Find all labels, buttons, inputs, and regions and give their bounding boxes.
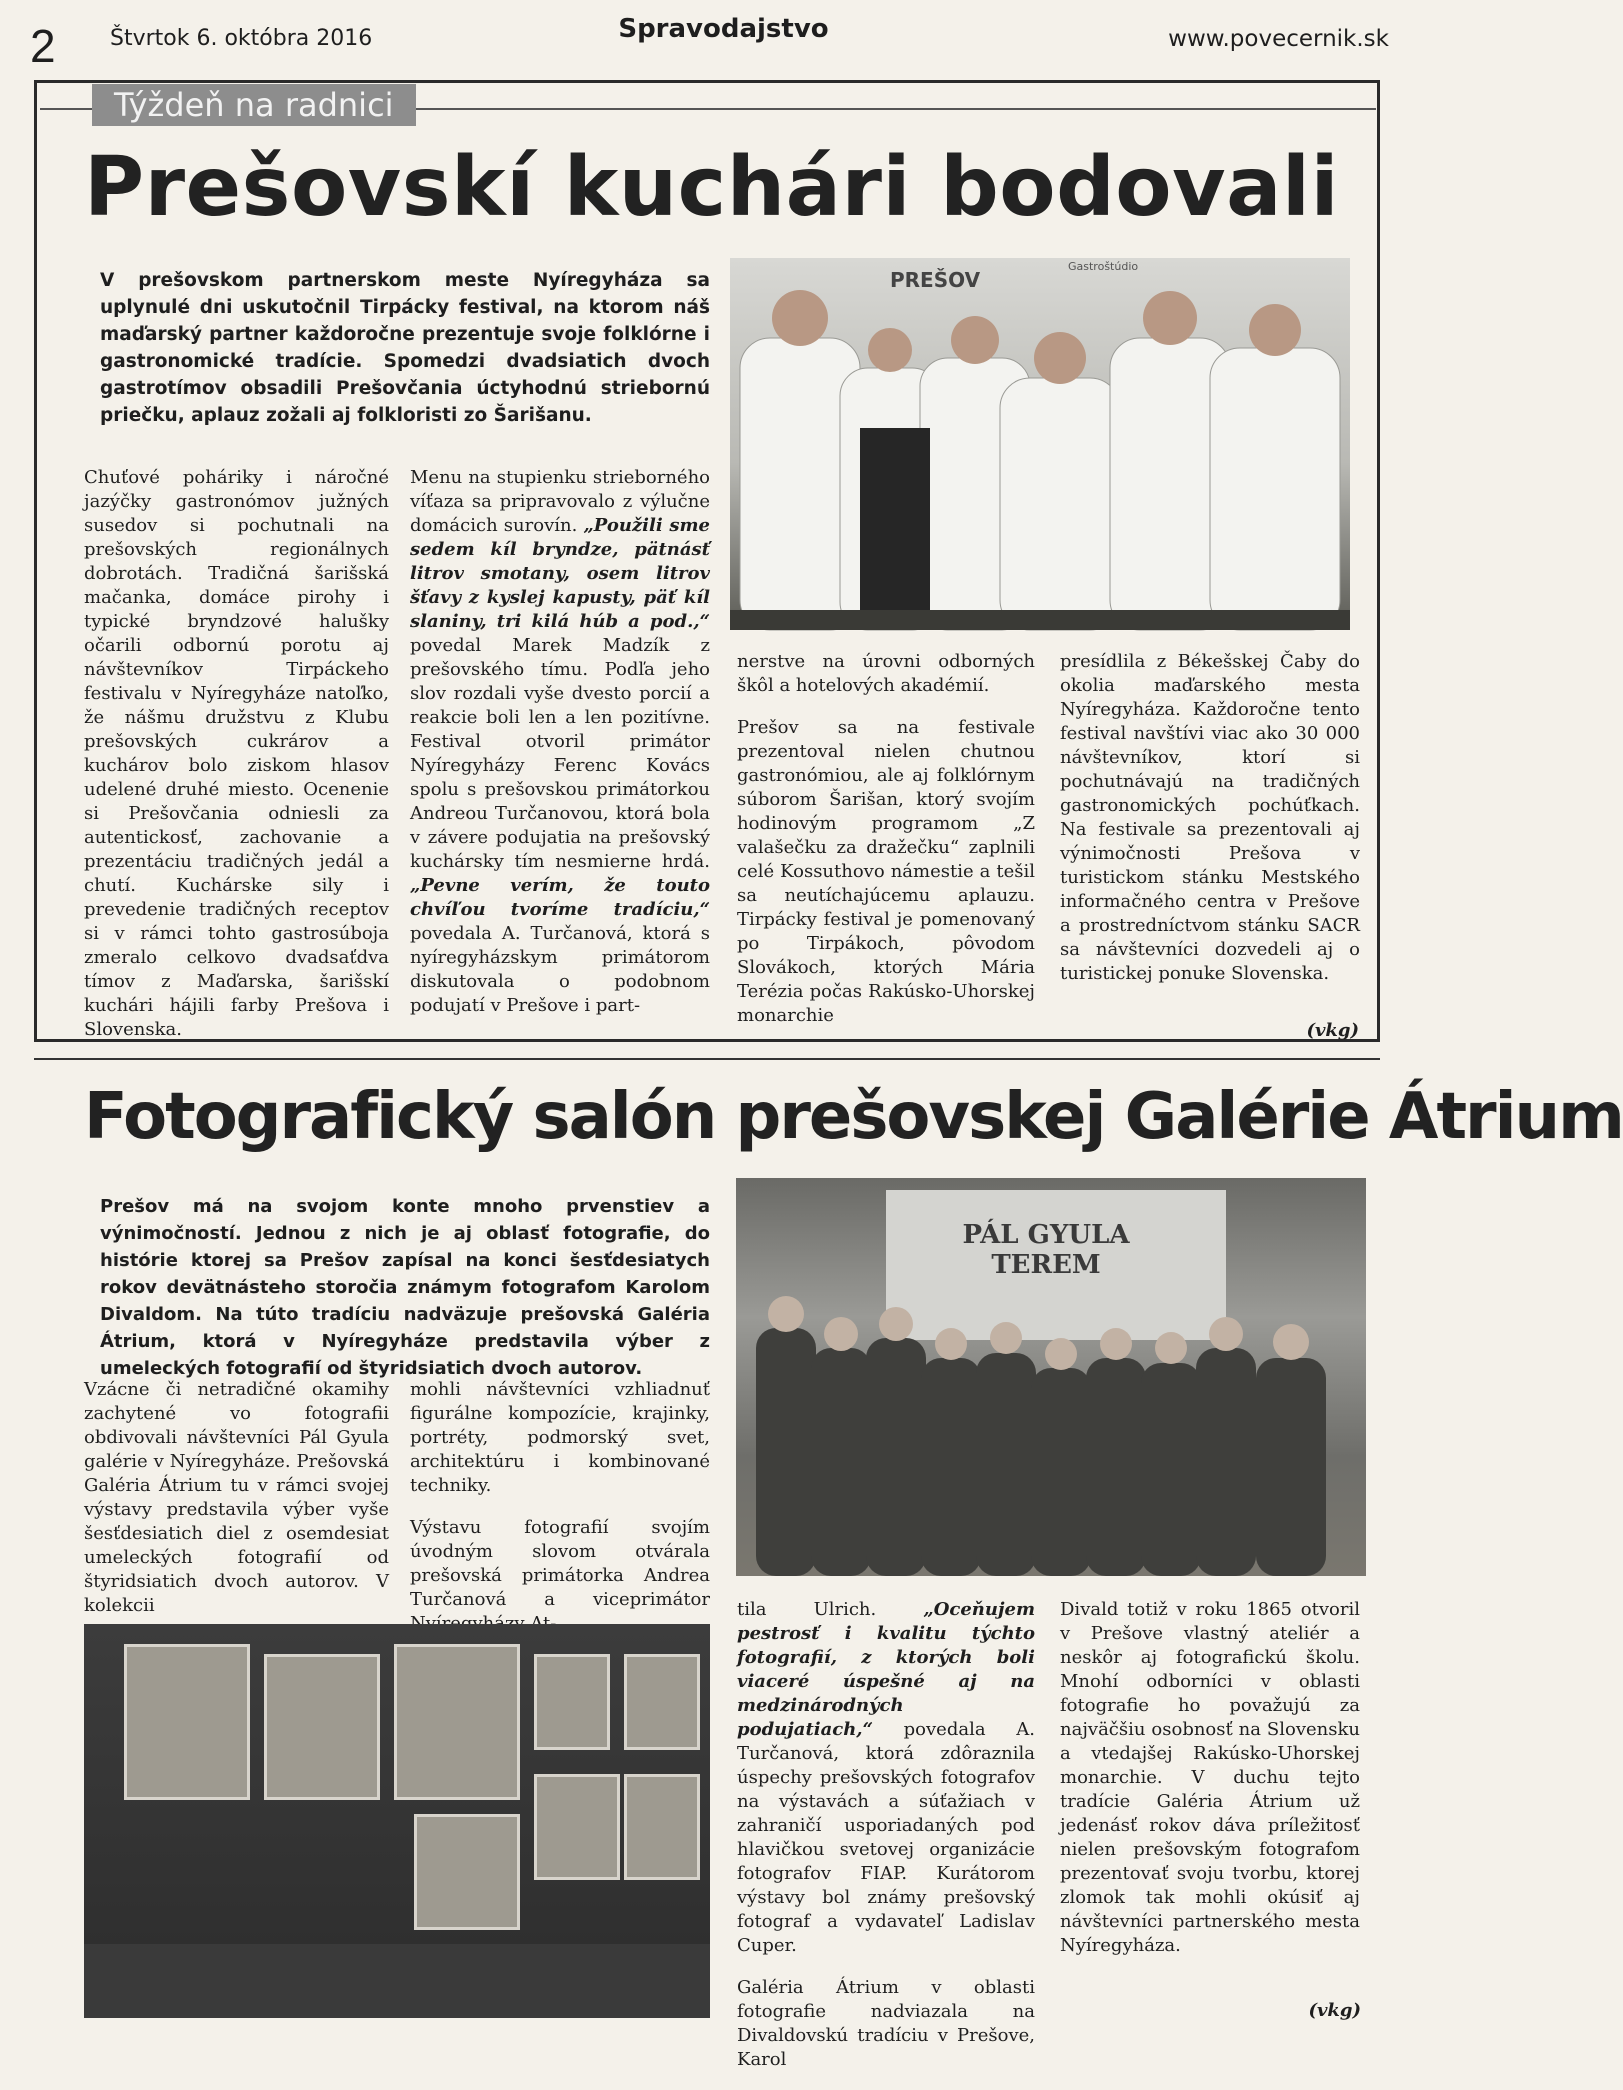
photo-sign-small-text: Gastroštúdio: [1068, 260, 1139, 273]
gallery-photo-frame: [624, 1774, 700, 1880]
article2-headline: Fotografický salón prešovskej Galérie Átrium: [84, 1080, 1623, 1154]
article1-lead: V prešovskom partnerskom meste Nyíregyháza sa uplynulé dni uskutočnil Tirpácky festival, na ktorom náš maďarský partner každoročne prezentuje svoje folklórne i gastronomické tradície. Spomedzi dvadsiatich dvoch gastrotímov obsadili Prešovčania úctyhodnú striebornú priečku, aplauz zožali aj folkloristi zo Šarišanu.: [100, 270, 710, 426]
gallery-photo-frame: [534, 1654, 610, 1750]
article2-column-3: [737, 1598, 1035, 2090]
article1-photo-chefs: [730, 258, 1350, 630]
article1-column-1: [84, 466, 389, 1060]
article2-col3-text-a: tila Ulrich.: [737, 1599, 877, 1620]
page-number: 2: [30, 20, 56, 72]
article1-col1-text: Chuťové poháriky i náročné jazýčky gastronómov južných susedov si pochutnali na prešovských regionálnych dobrotách. Tradičná šarišská mačanka, domáce pirohy i typické bryndzové halušky očarili odbornú porotu aj návštevníkov Tirpáckeho festivalu v Nyíregyháze natoľko, že nášmu družstvu z Klubu prešovských cukrárov a kuchárov bolo ziskom hlasov udelené druhé miesto. Ocenenie si Prešovčania odniesli za autentickosť, zachovanie a prezentáciu tradičných jedál a chutí. Kuchárske sily i prevedenie tradičných receptov si v rámci tohto gastrosúboja zmeralo celkovo dvadsaťdva tímov z Maďarska, šarišskí kuchári hájili farby Prešova i Slovenska.: [84, 467, 389, 1040]
article2-col4-text: Divald totiž v roku 1865 otvoril v Prešove vlastný ateliér a neskôr aj fotografickú školu. Mnohí odborníci v oblasti fotografie ho považujú za najväčšiu osobnosť na Slovensku a vtedajšej Rakúsko-Uhorskej monarchie. V duchu tejto tradície Galéria Átrium už jedenásť rokov dáva príležitosť nielen prešovským fotografom prezentovať svoju tvorbu, ktorej zlomok tak mohli okúsiť aj návštevníci partnerského mesta Nyíregyháza.: [1060, 1599, 1360, 1956]
article2-col2-p1: mohli návštevníci vzhliadnuť figurálne kompozície, krajinky, portréty, podmorský svet, architektúru i kombinované techniky.: [410, 1379, 710, 1496]
article1-quote-1: „Použili sme sedem kíl bryndze, pätnásť litrov smotany, osem litrov šťavy z kyslej kapusty, päť kíl slaniny, tri kilá húb a pod.,“: [410, 515, 710, 632]
rubric-label: Týždeň na radnici: [92, 84, 416, 126]
article1-signature: (vkg): [1306, 1020, 1359, 1041]
gallery-photo-frame: [124, 1644, 250, 1800]
article1-col2-text-b: povedal Marek Madzík z prešovského tímu. Podľa jeho slov rozdali vyše dvesto porcií a reakcie boli len a len pozitívne. Festival otvoril primátor Nyíregyházy Ferenc Kovács spolu s prešovskou primátorkou Andreou Turčanovou, ktorá bola v závere podujatia na prešovský kuchársky tím nesmierne hrdá.: [410, 635, 710, 872]
website-url: www.povecernik.sk: [1168, 26, 1389, 52]
issue-date: Štvrtok 6. októbra 2016: [110, 26, 373, 51]
article1-headline: Prešovskí kuchári bodovali: [84, 140, 1340, 235]
article1-column-3: [737, 650, 1035, 1046]
gallery-photo-frame: [534, 1774, 620, 1880]
article1-col2-paragraph: [410, 466, 710, 1018]
article2-column-2: [410, 1378, 710, 1654]
article2-signature: (vkg): [1308, 2000, 1361, 2021]
article1-column-4: [1060, 650, 1360, 1004]
article1-quote-2: „Pevne verím, že touto chvíľou tvoríme tradíciu,“: [410, 875, 710, 920]
article1-col4-text: presídlila z Békešskej Čaby do okolia maďarského mesta Nyíregyháza. Každoročne tento festival navštívi viac ako 30 000 návštevníkov, ktorí si pochutnávajú na tradičných gastronomických pochúťkach. Na festivale sa prezentovali aj výnimočnosti Prešova v turistickom stánku Mestského informačného centra v Prešove a prostredníctvom stánku SACR sa návštevníci dozvedeli aj o turistickej ponuke Slovenska.: [1060, 651, 1360, 984]
article2-quote: „Oceňujem pestrosť i kvalitu týchto fotografií, z ktorých boli viaceré úspešné aj na medzinárodných podujatiach,“: [737, 1599, 1035, 1740]
gallery-photo-frame: [414, 1814, 520, 1930]
visitors-group-figures: [736, 1178, 1366, 1576]
article2-col3-paragraph: [737, 1598, 1035, 1958]
article2-col2-p2: Výstavu fotografií svojím úvodným slovom otvárala prešovská primátorka Andrea Turčanová a viceprimátor: [410, 1517, 710, 1610]
section-name: Spravodajstvo: [618, 14, 829, 44]
article2-photo-exhibition: [84, 1624, 710, 2018]
gallery-floor: [84, 1944, 710, 2018]
article2-photo-group: [736, 1178, 1366, 1576]
article2-col3-p2: Galéria Átrium v oblasti fotografie nadviazala na Divaldovskú tradíciu v Prešove, Karol: [737, 1977, 1035, 2070]
article2-col3-text-b: povedala A. Turčanová, ktorá zdôraznila úspechy prešovských fotografov na výstavách a súťažiach v zahraničí usporiadaných pod hlavičkou svetovej organizácie fotografov FIAP. Kurátorom výstavy bol známy prešovský fotograf a vydavateľ Ladislav Cuper.: [737, 1719, 1035, 1956]
gallery-photo-frame: [624, 1654, 700, 1750]
article2-lead: Prešov má na svojom konte mnoho prvenstiev a výnimočností. Jednou z nich je aj oblasť fotografie, do histórie ktorej sa Prešov zapísal na konci šesťdesiatych rokov devätnásteho storočia známym fotografom Karolom Divaldom. Na túto tradíciu nadväzuje prešovská Galéria Átrium, ktorá v Nyíregyháze predstavila výber z umeleckých fotografií od štyridsiatich dvoch autorov.: [100, 1196, 710, 1379]
article2-column-1: [84, 1378, 389, 1636]
photo-sign-text: PREŠOV: [890, 268, 981, 292]
article1-col2-text-a: Menu na stupienku strieborného víťaza sa pripravovalo z výlučne domácich surovín.: [410, 467, 710, 536]
gallery-sign-line-2: TEREM: [991, 1250, 1101, 1280]
article1-column-2: [410, 466, 710, 1036]
article1-col2-text-c: povedala A. Turčanová, ktorá s nyíregyházskym primátorom diskutovala o podobnom podujatí v Prešove i part-: [410, 923, 710, 1016]
gallery-photo-frame: [394, 1644, 520, 1800]
article1-col3-p2: Prešov sa na festivale prezentoval nielen chutnou gastronómiou, ale aj folklórnym súborom Šarišan, ktorý svojím hodinovým programom „Z valašečku za dražečku“ zaplnili celé Kossuthovo námestie a tešil sa neutíchajúcemu aplauzu. Tirpácky festival je pomenovaný po Tirpákoch, pôvodom Slovákoch, ktorých Mária Terézia počas Rakúsko-Uhorskej monarchie: [737, 717, 1035, 1026]
article-divider: [34, 1058, 1380, 1060]
article2-col1-text: Vzácne či netradičné okamihy zachytené vo fotografii obdivovali návštevníci Pál Gyula galérie v Nyíregyháze. Prešovská Galéria Átrium tu v rámci svojej výstavy predstavila výber vyše šesťdesiatich diel z osemdesiat umeleckých fotografií od štyridsiatich dvoch autorov. V kolekcii: [84, 1379, 389, 1616]
article1-col3-p1: nerstve na úrovni odborných škôl a hotelových akadémií.: [737, 651, 1035, 696]
gallery-sign-line-1: PÁL GYULA: [962, 1220, 1130, 1250]
article2-column-4: [1060, 1598, 1360, 1976]
chefs-group-figures: [730, 258, 1350, 630]
gallery-photo-frame: [264, 1654, 380, 1800]
